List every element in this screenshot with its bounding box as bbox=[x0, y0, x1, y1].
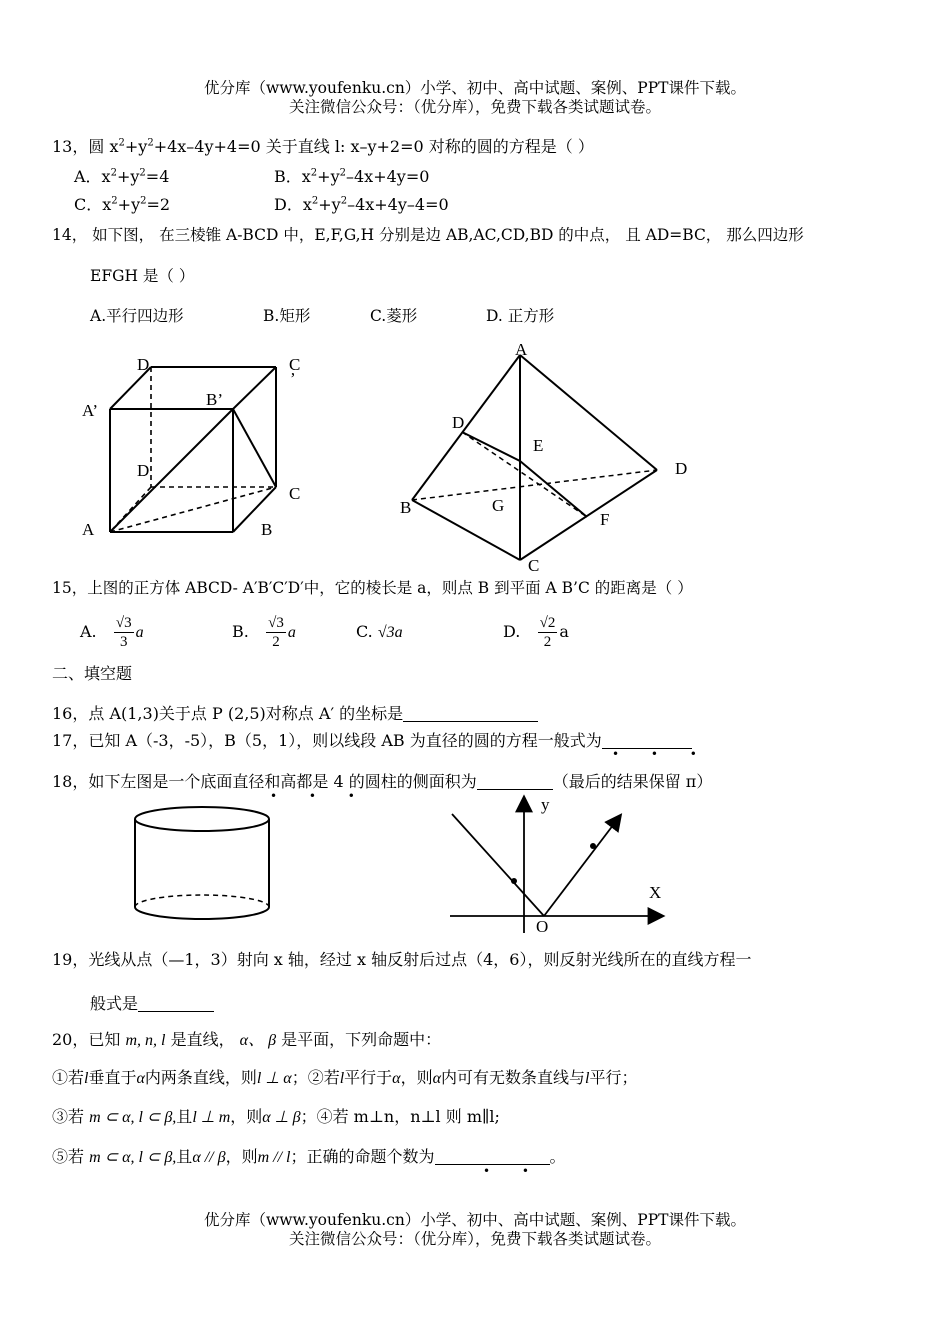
emphasis-dots: • • • bbox=[270, 789, 369, 803]
q16: 16，点 A(1,3)关于点 P (2,5)对称点 A′ 的坐标是 bbox=[52, 704, 538, 724]
q14-stem-cont: EFGH 是（ ） bbox=[90, 267, 195, 285]
footer-line-2: 关注微信公众号：（优分库），免费下载各类试题试卷。 bbox=[288, 1230, 661, 1248]
cube-label-c: C bbox=[289, 484, 301, 503]
q15-option-a: A. $\frac{√3}{3}$ a bbox=[80, 615, 144, 650]
q15-stem: 15，上图的正方体 ABCD- A′B′C′D′中，它的棱长是 a，则点 B 到平面 A B’C 的距离是（ ） bbox=[52, 579, 693, 597]
q20-props-3-4: ③若 m ⊂ α, l ⊂ β,且l ⊥ m，则α ⊥ β；④若 m⊥n，n⊥l 则 m∥l; bbox=[52, 1107, 500, 1126]
header-line-1: 优分库（www.youfenku.cn）小学、初中、高中试题、案例、PPT课件下载。 bbox=[203, 79, 747, 97]
q20-stem: 20，已知 m, n, l 是直线， α、 β 是平面，下列命题中： bbox=[52, 1030, 442, 1049]
q14-option-c: C.菱形 bbox=[370, 307, 418, 325]
cube-label-a-prime: A’ bbox=[82, 401, 99, 420]
tetra-label-a: A bbox=[515, 340, 528, 359]
q17: 17，已知 A（-3，-5），B（5，1），则以线段 AB 为直径的圆的方程一般式为 bbox=[52, 731, 692, 751]
tetra-label-f: F bbox=[600, 510, 610, 529]
q16-blank[interactable] bbox=[403, 705, 538, 722]
q20-prop-5: ⑤若 m ⊂ α, l ⊂ β,且α // β，则m // l；正确的命题个数为 。 bbox=[52, 1147, 566, 1166]
axis-label-origin: O bbox=[536, 917, 549, 936]
q15-option-c: C. √3a bbox=[356, 622, 403, 641]
tetra-label-g: G bbox=[492, 496, 505, 515]
cylinder-figure bbox=[125, 800, 285, 935]
q13-stem: 13，圆 $x^2+y^2+4x-4y+4=0$ 关于直线 l: x–y+2=0 对称的圆的方程是（ ） bbox=[52, 137, 594, 156]
header-line-2: 关注微信公众号：（优分库），免费下载各类试题试卷。 bbox=[288, 98, 661, 116]
tetra-label-d: D bbox=[675, 459, 688, 478]
q15-option-d: D. $\frac{√2}{2}$ a bbox=[503, 615, 569, 650]
cube-label-prime-mark: ’ bbox=[290, 369, 296, 388]
q15-option-b: B. $\frac{√3}{2}$ a bbox=[232, 615, 296, 650]
q13-option-c: C．$x^2+y^2=2$ bbox=[74, 195, 171, 214]
axis-label-x: X bbox=[649, 883, 662, 902]
cube-label-a: A bbox=[82, 520, 95, 539]
q14-option-b: B.矩形 bbox=[263, 307, 311, 325]
q14-option-a: A.平行四边形 bbox=[90, 307, 184, 325]
q19: 19，光线从点（—1，3）射向 x 轴，经过 x 轴反射后过点（4，6），则反射光线所在的直线方程一 bbox=[52, 950, 752, 969]
section-title: 二、填空题 bbox=[52, 664, 133, 683]
q19-cont: 般式是 bbox=[90, 994, 214, 1014]
footer-line-1: 优分库（www.youfenku.cn）小学、初中、高中试题、案例、PPT课件下载。 bbox=[203, 1211, 747, 1229]
emphasis-dots: • • • bbox=[612, 747, 711, 761]
axis-label-y: y bbox=[541, 795, 550, 814]
q19-blank[interactable] bbox=[138, 995, 214, 1012]
cube-label-d: D bbox=[137, 461, 150, 480]
q13-option-b: B．$x^2+y^2-4x+4y=0$ bbox=[274, 167, 430, 186]
q18: 18，如下左图是一个底面直径和高都是 4 的圆柱的侧面积为 （最后的结果保留 π） bbox=[52, 772, 713, 791]
cube-label-d-prime: D bbox=[137, 355, 150, 374]
cube-label-c-prime: C bbox=[289, 355, 301, 374]
tetrahedron-figure bbox=[390, 335, 710, 575]
tetra-label-d-upper: D bbox=[452, 413, 465, 432]
cube-figure bbox=[60, 345, 320, 550]
q14-option-d: D. 正方形 bbox=[486, 307, 555, 325]
q13-option-d: D．$x^2+y^2-4x+4y-4=0$ bbox=[274, 195, 449, 214]
tetra-label-e: E bbox=[533, 436, 544, 455]
q18-blank[interactable] bbox=[477, 773, 553, 790]
emphasis-dots: • • bbox=[483, 1164, 543, 1178]
q20-props-1-2: ①若l垂直于α内两条直线，则l ⊥ α；②若l平行于α，则α内可有无数条直线与l平行； bbox=[52, 1068, 638, 1087]
cube-label-b-prime: B’ bbox=[206, 390, 223, 409]
q13-option-a: A．$x^2+y^2=4$ bbox=[74, 167, 170, 186]
tetra-label-c: C bbox=[528, 556, 540, 575]
cube-label-b: B bbox=[261, 520, 273, 539]
q14-stem: 14， 如下图， 在三棱锥 A-BCD 中，E,F,G,H 分别是边 AB,AC,CD,BD 的中点， 且 AD=BC， 那么四边形 bbox=[52, 226, 804, 244]
reflection-axes-figure bbox=[440, 790, 680, 940]
tetra-label-b: B bbox=[400, 498, 412, 517]
